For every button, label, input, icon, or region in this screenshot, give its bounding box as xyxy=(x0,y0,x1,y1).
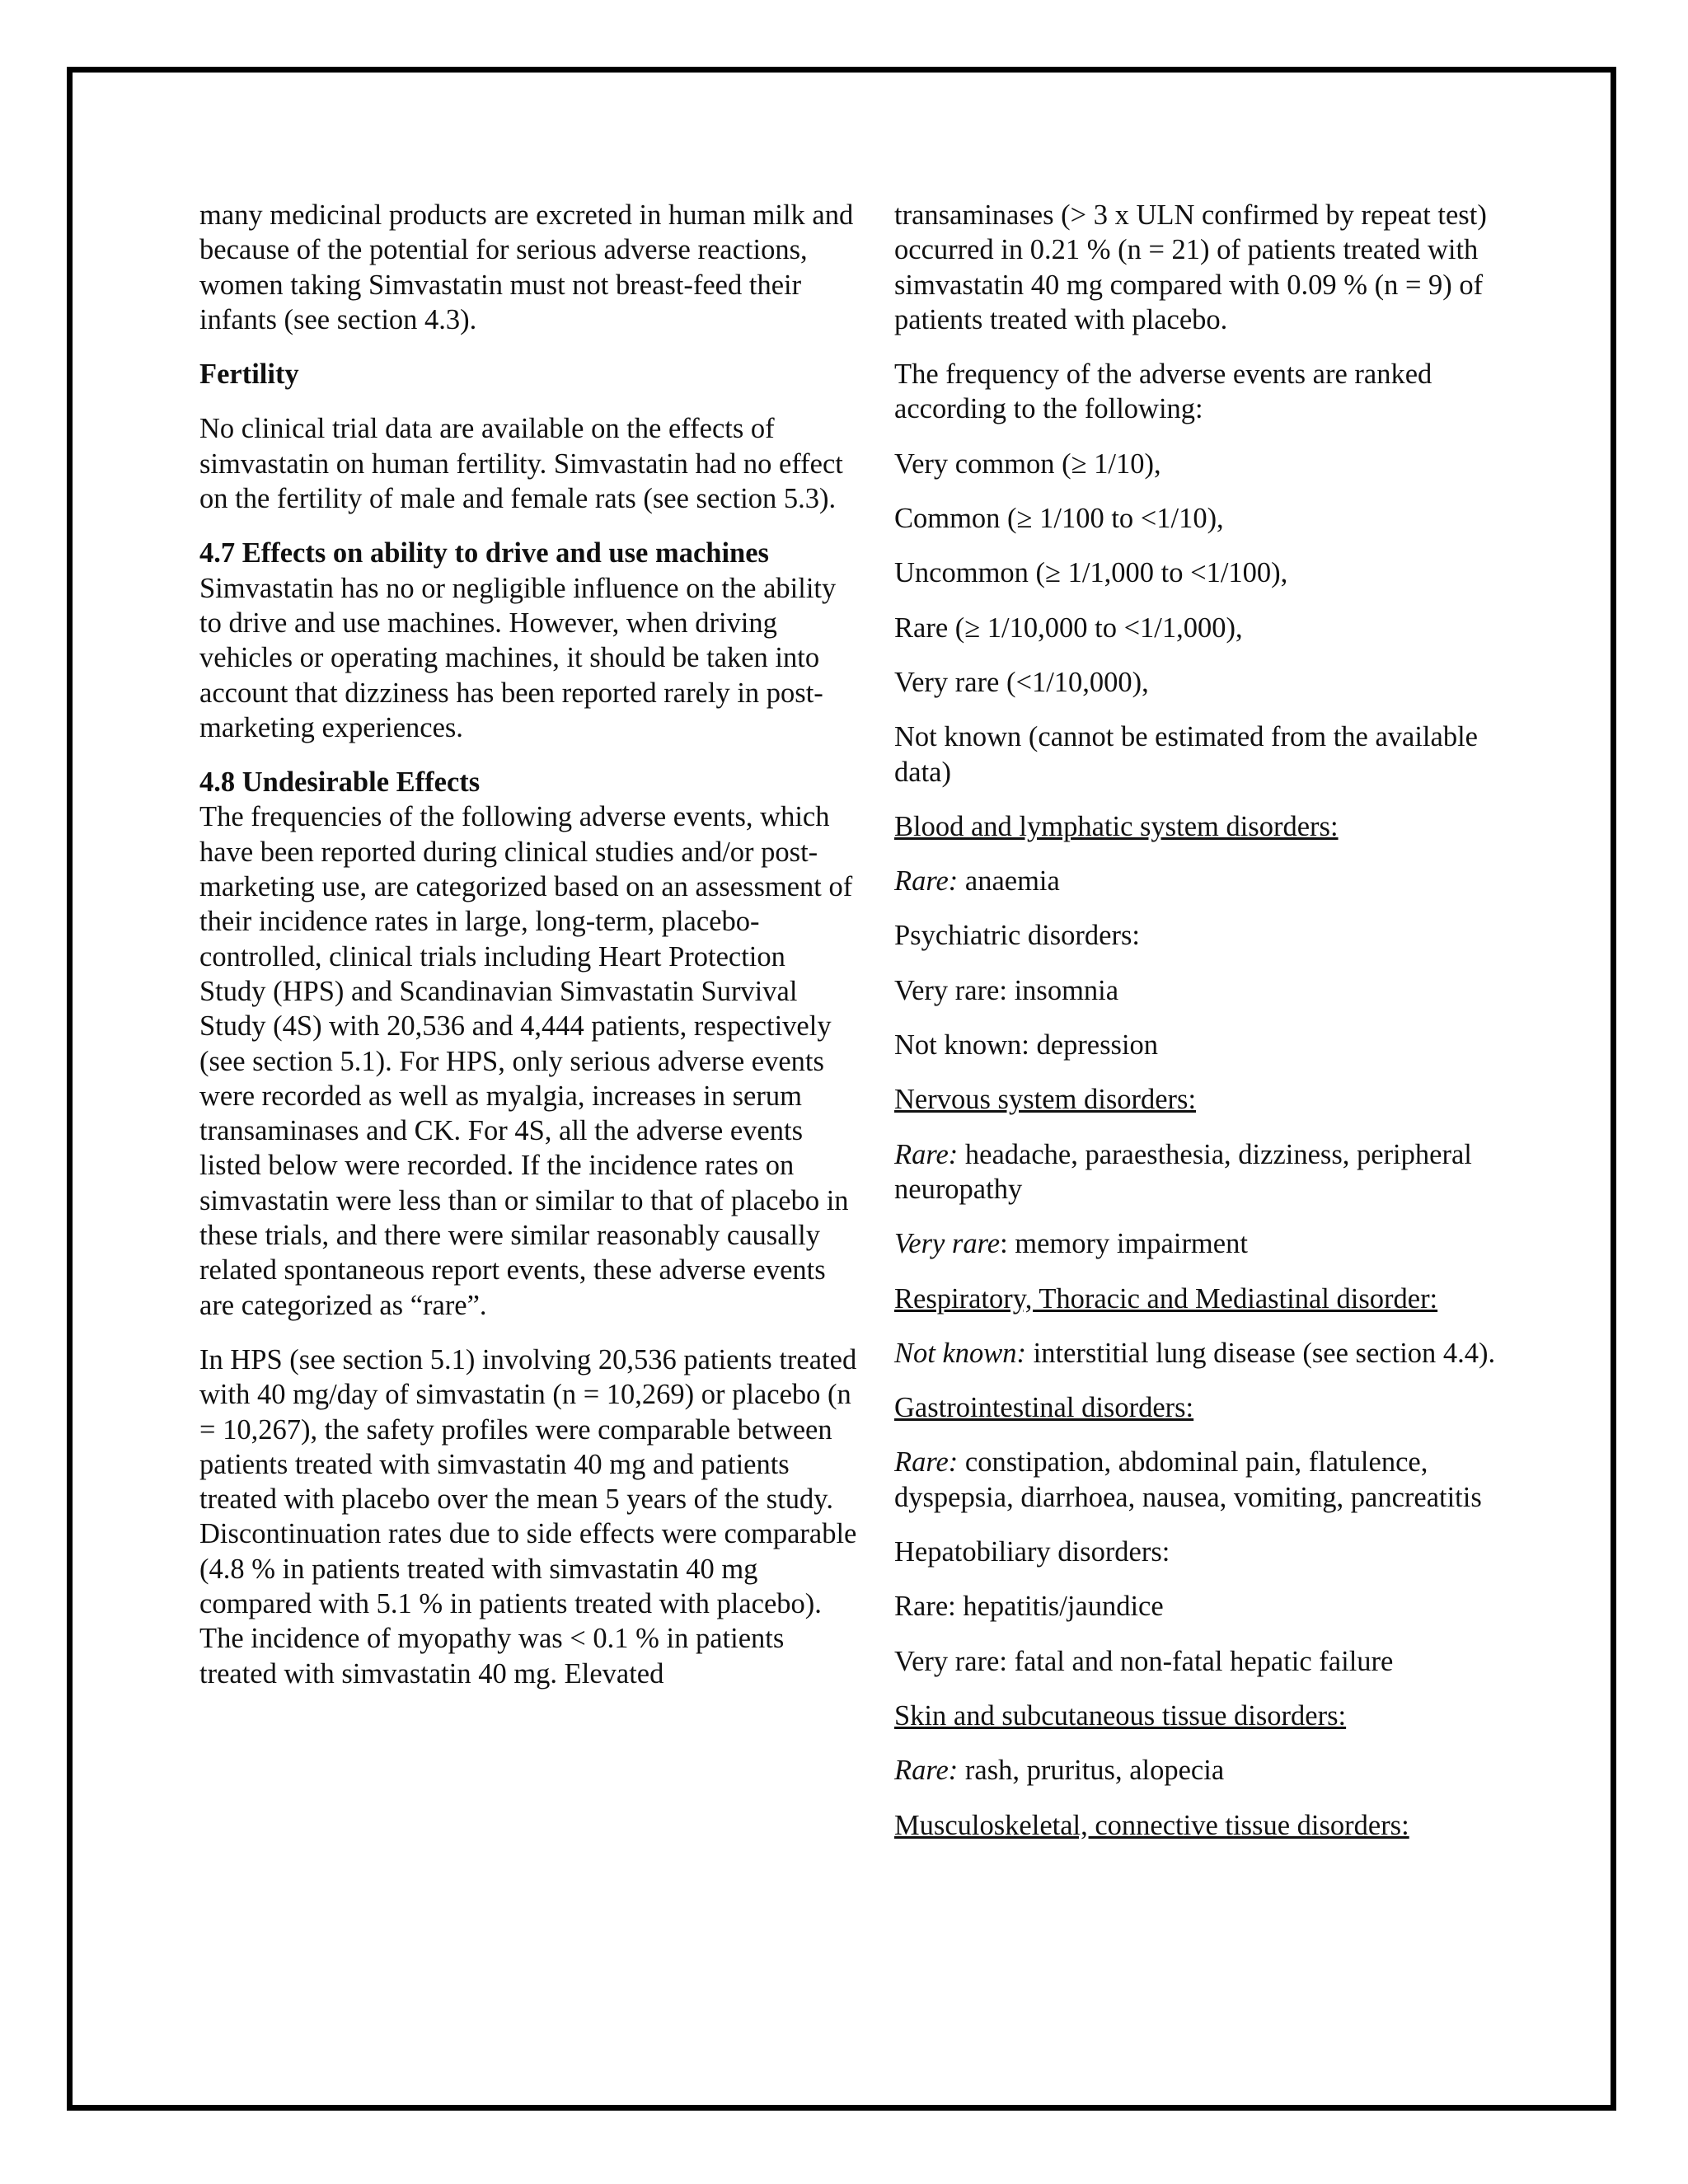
frequency-uncommon: Uncommon (≥ 1/1,000 to <1/100), xyxy=(894,557,1288,589)
blood-rare-text: anaemia xyxy=(958,865,1060,898)
section-4-8-paragraph: The frequencies of the following adverse events, which have been reported during clinical studies and/or post-marketing use, are categorized based on an assessment of their incidence rates in large, long-term, placebo-controlled, clinical trials including Heart Protection Study (HPS) and Scandinavian Simvastatin Survival Study (4S) with 20,536 and 4,444 patients, respectively (see section 5.1). For HPS, only serious adverse events were recorded as well as myalgia, increases in serum transaminases and CK. For 4S, all the adverse events listed below were recorded. If the incidence rates on simvastatin were less than or similar to that of placebo in these trials, and there were similar reasonably causally related spontaneous report events, these adverse events are categorized as “rare”. xyxy=(199,801,853,1321)
nervous-very-rare-label: Very rare xyxy=(894,1228,1001,1260)
skin-rare-text: rash, pruritus, alopecia xyxy=(958,1755,1225,1787)
fertility-heading: Fertility xyxy=(199,359,299,391)
fertility-paragraph: No clinical trial data are available on the effects of simvastatin on human fertility. Simvastatin had no effect on the fertility of male and female rats (see section 5.3). xyxy=(199,413,843,515)
frequency-intro: The frequency of the adverse events are ranked according to the following: xyxy=(894,359,1432,425)
hepatobiliary-heading: Hepatobiliary disorders: xyxy=(894,1536,1170,1568)
psychiatric-not-known: Not known: depression xyxy=(894,1029,1159,1062)
blood-disorders-heading: Blood and lymphatic system disorders: xyxy=(894,810,1339,842)
frequency-rare: Rare (≥ 1/10,000 to <1/1,000), xyxy=(894,612,1243,644)
nervous-very-rare-item xyxy=(894,1226,1521,1261)
section-4-7-paragraph: Simvastatin has no or negligible influence on the ability to drive and use machines. However, when driving vehicles or operating machines, it should be taken into account that dizziness has been reported rarely in post-marketing experiences. xyxy=(199,572,837,743)
psychiatric-very-rare: Very rare: insomnia xyxy=(894,974,1119,1006)
gastrointestinal-heading: Gastrointestinal disorders: xyxy=(894,1392,1194,1424)
respiratory-not-known-text: interstitial lung disease (see section 4.4). xyxy=(1026,1337,1496,1369)
frequency-not-known: Not known (cannot be estimated from the available data) xyxy=(894,721,1478,788)
blood-rare-item xyxy=(894,864,1521,898)
right-column xyxy=(894,198,1521,1863)
skin-rare-label: Rare: xyxy=(894,1755,959,1787)
skin-rare-item xyxy=(894,1753,1521,1788)
section-4-7-heading: 4.7 Effects on ability to drive and use machines xyxy=(199,537,769,569)
nervous-system-heading: Nervous system disorders: xyxy=(894,1084,1197,1116)
frequency-very-common: Very common (≥ 1/10), xyxy=(894,448,1161,480)
section-4-8-heading: 4.8 Undesirable Effects xyxy=(199,766,481,799)
transaminases-paragraph: transaminases (> 3 x ULN confirmed by repeat test) occurred in 0.21 % (n = 21) of patients treated with simvastatin 40 mg compared with 0.09 % (n = 9) of patients treated with placebo. xyxy=(894,199,1487,335)
gastrointestinal-rare-item xyxy=(894,1445,1521,1515)
breastfeeding-paragraph: many medicinal products are excreted in human milk and because of the potential for serious adverse reactions, women taking Simvastatin must not breast-feed their infants (see section 4.3). xyxy=(199,199,854,335)
respiratory-not-known-item xyxy=(894,1336,1521,1371)
skin-heading: Skin and subcutaneous tissue disorders: xyxy=(894,1699,1347,1732)
hepatobiliary-very-rare: Very rare: fatal and non-fatal hepatic failure xyxy=(894,1645,1394,1677)
respiratory-heading: Respiratory, Thoracic and Mediastinal disorder: xyxy=(894,1282,1438,1315)
respiratory-not-known-label: Not known: xyxy=(894,1337,1027,1369)
gastrointestinal-rare-text: constipation, abdominal pain, flatulence, dyspepsia, diarrhoea, nausea, vomiting, pancreatitis xyxy=(894,1446,1482,1513)
frequency-common: Common (≥ 1/100 to <1/10), xyxy=(894,503,1224,535)
left-column xyxy=(199,198,859,1711)
nervous-rare-text: headache, paraesthesia, dizziness, peripheral neuropathy xyxy=(894,1138,1472,1205)
psychiatric-heading: Psychiatric disorders: xyxy=(894,920,1140,952)
gastrointestinal-rare-label: Rare: xyxy=(894,1446,959,1479)
musculoskeletal-heading: Musculoskeletal, connective tissue disorders: xyxy=(894,1809,1409,1841)
nervous-rare-label: Rare: xyxy=(894,1138,959,1170)
blood-rare-label: Rare: xyxy=(894,865,959,898)
frequency-very-rare: Very rare (<1/10,000), xyxy=(894,666,1149,698)
nervous-rare-item xyxy=(894,1137,1521,1207)
hepatobiliary-rare: Rare: hepatitis/jaundice xyxy=(894,1591,1164,1623)
hps-paragraph: In HPS (see section 5.1) involving 20,536 patients treated with 40 mg/day of simvastatin (n = 10,269) or placebo (n = 10,267), the safety profiles were comparable between patients treated with simvastatin 40 mg and patients treated with placebo over the mean 5 years of the study. Discontinuation rates due to side effects were comparable (4.8 % in patients treated with simvastatin 40 mg compared with 5.1 % in patients treated with placebo). The incidence of myopathy was < 0.1 % in patients treated with simvastatin 40 mg. Elevated xyxy=(199,1343,857,1690)
nervous-very-rare-text: : memory impairment xyxy=(1000,1228,1248,1260)
